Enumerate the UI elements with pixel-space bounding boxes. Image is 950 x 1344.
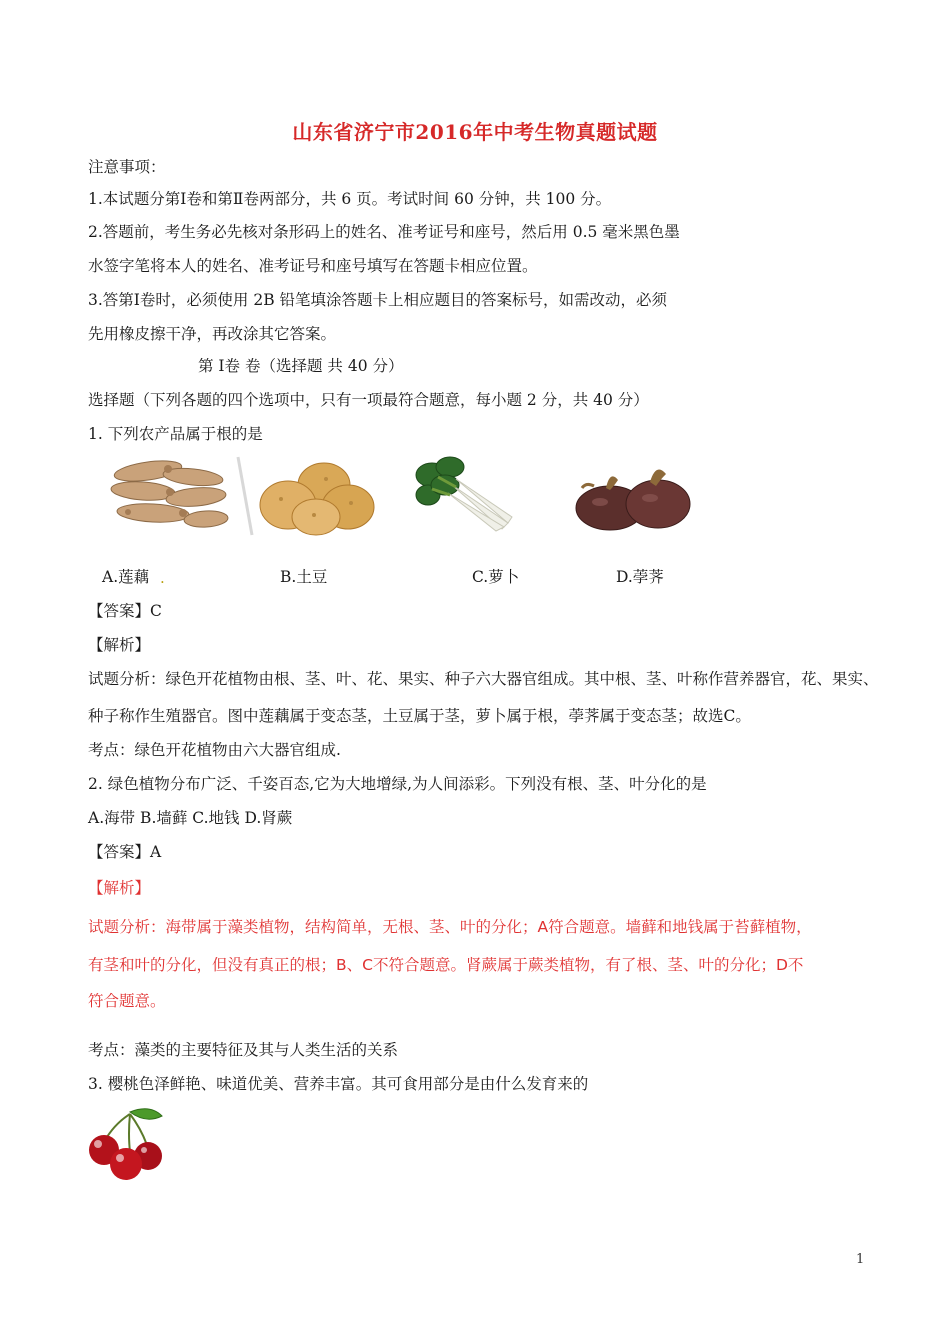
page-number: 1 [856, 1252, 865, 1267]
q1-point: 考点：绿色开花植物由六大器官组成. [88, 741, 341, 759]
notes-item: 水签字笔将本人的姓名、准考证号和座号填写在答题卡相应位置。 [88, 257, 538, 275]
radish-image [410, 455, 520, 535]
notes-item: 先用橡皮擦干净，再改涂其它答案。 [88, 325, 337, 343]
q1-answer: 【答案】C [88, 602, 162, 620]
notes-item: 3.答第Ⅰ卷时，必须使用 2B 铅笔填涂答题卡上相应题目的答案标号，如需改动，必须 [88, 291, 668, 309]
section-title: 第 Ⅰ卷 卷（选择题 共 40 分） [198, 357, 404, 375]
q1-option-d: D.荸荠 [616, 568, 664, 586]
q1-option-a: A.莲藕 [102, 568, 150, 586]
notes-item: 1.本试题分第Ⅰ卷和第Ⅱ卷两部分，共 6 页。考试时间 60 分钟，共 100 分。 [88, 190, 612, 208]
notes-heading: 注意事项： [88, 158, 166, 176]
q2-answer: 【答案】A [88, 843, 162, 861]
notes-item: 2.答题前，考生务必先核对条形码上的姓名、准考证号和座号，然后用 0.5 毫米黑色墨 [88, 223, 680, 241]
q2-analysis-line: 有茎和叶的分化，但没有真正的根；B、C不符合题意。肾蕨属于蕨类植物，有了根、茎、叶的分化；D不 [88, 956, 804, 974]
potato-image [236, 455, 381, 540]
water-chestnut-image [570, 460, 695, 535]
q1-analysis-label: 【解析】 [88, 636, 151, 654]
question-3-stem: 3. 樱桃色泽鲜艳、味道优美、营养丰富。其可食用部分是由什么发育来的 [88, 1075, 589, 1093]
stray-dot: . [160, 569, 165, 587]
cherry-image [84, 1104, 166, 1184]
q2-analysis-line: 符合题意。 [88, 992, 166, 1010]
q2-analysis-label: 【解析】 [88, 879, 151, 897]
page-title: 山东省济宁市2016年中考生物真题试题 [292, 120, 658, 144]
q1-option-b: B.土豆 [280, 568, 328, 586]
question-2-stem: 2. 绿色植物分布广泛、千姿百态,它为大地增绿,为人间添彩。下列没有根、茎、叶分化的是 [88, 775, 707, 793]
q2-analysis-line: 试题分析：海带属于藻类植物，结构简单，无根、茎、叶的分化；A符合题意。墙藓和地钱属于苔藓植物， [88, 918, 812, 936]
q2-options: A.海带 B.墙藓 C.地钱 D.肾蕨 [88, 809, 293, 827]
q1-analysis-line: 试题分析：绿色开花植物由根、茎、叶、花、果实、种子六大器官组成。其中根、茎、叶称作营养器官，花、果实、 [88, 670, 879, 688]
q2-point: 考点：藻类的主要特征及其与人类生活的关系 [88, 1041, 399, 1059]
q1-option-c: C.萝卜 [472, 568, 520, 586]
question-1-stem: 1. 下列农产品属于根的是 [88, 425, 263, 443]
lotus-root-image [108, 455, 233, 535]
section-instructions: 选择题（下列各题的四个选项中，只有一项最符合题意，每小题 2 分，共 40 分） [88, 391, 649, 409]
q1-analysis-line: 种子称作生殖器官。图中莲藕属于变态茎，土豆属于茎，萝卜属于根，荸荠属于变态茎；故选C。 [88, 707, 751, 725]
